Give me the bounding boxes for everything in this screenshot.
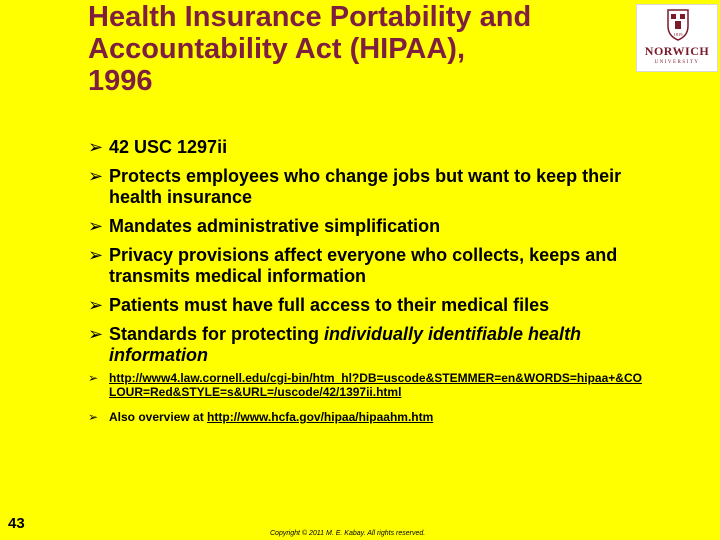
arrow-bullet-icon: ➢ (88, 295, 104, 316)
slide-number: 43 (8, 515, 25, 532)
slide-title (88, 2, 648, 98)
link-item (88, 411, 648, 425)
overview-prefix: Also overview at (109, 410, 208, 424)
crest-year: 1819 (673, 32, 683, 37)
main-bullet-list (88, 137, 648, 374)
bullet-item (88, 295, 648, 316)
arrow-bullet-icon: ➢ (88, 137, 104, 158)
copyright-notice: Copyright © 2011 M. E. Kabay. All rights reserved. (270, 530, 426, 537)
link-item (88, 372, 648, 399)
bullet-text: Patients must have full access to their medical files (109, 295, 550, 315)
arrow-bullet-icon: ➢ (88, 166, 104, 187)
bullet-text: 42 USC 1297ii (109, 137, 228, 157)
bullet-text: Mandates administrative simplification (109, 216, 441, 236)
logo-subtitle: UNIVERSITY (654, 60, 700, 65)
title-line-3: 1996 (88, 64, 153, 97)
arrow-bullet-icon: ➢ (88, 216, 104, 237)
cornell-law-link[interactable]: http://www4.law.cornell.edu/cgi-bin/htm_hl?DB=uscode&STEMMER=en&WORDS=hipaa+&COLOUR=Red&STYLE=s&URL=/uscode/42/1397ii.html (109, 371, 642, 399)
crest-icon (666, 8, 690, 42)
title-line-2: Accountability Act (HIPAA), (88, 32, 466, 65)
logo-name: NORWICH (644, 44, 710, 58)
bullet-item (88, 137, 648, 158)
bullet-item (88, 245, 648, 287)
norwich-university-logo (636, 4, 718, 72)
arrow-bullet-icon: ➢ (88, 245, 104, 266)
bullet-item (88, 216, 648, 237)
bullet-text-emphasis: individually identifiable health information (109, 324, 582, 365)
reference-link-list (88, 372, 648, 437)
bullet-text: Protects employees who change jobs but want to keep their health insurance (109, 166, 622, 207)
bullet-text: Privacy provisions affect everyone who collects, keeps and transmits medical information (109, 245, 618, 286)
arrow-bullet-icon: ➢ (88, 324, 104, 345)
hcfa-overview-link[interactable]: http://www.hcfa.gov/hipaa/hipaahm.htm (207, 410, 434, 424)
arrow-bullet-icon: ➢ (88, 371, 99, 385)
bullet-text-prefix: Standards for protecting (109, 324, 325, 344)
title-line-1: Health Insurance Portability and (88, 1, 532, 33)
bullet-item (88, 324, 648, 366)
bullet-item (88, 166, 648, 208)
arrow-bullet-icon: ➢ (88, 410, 99, 424)
